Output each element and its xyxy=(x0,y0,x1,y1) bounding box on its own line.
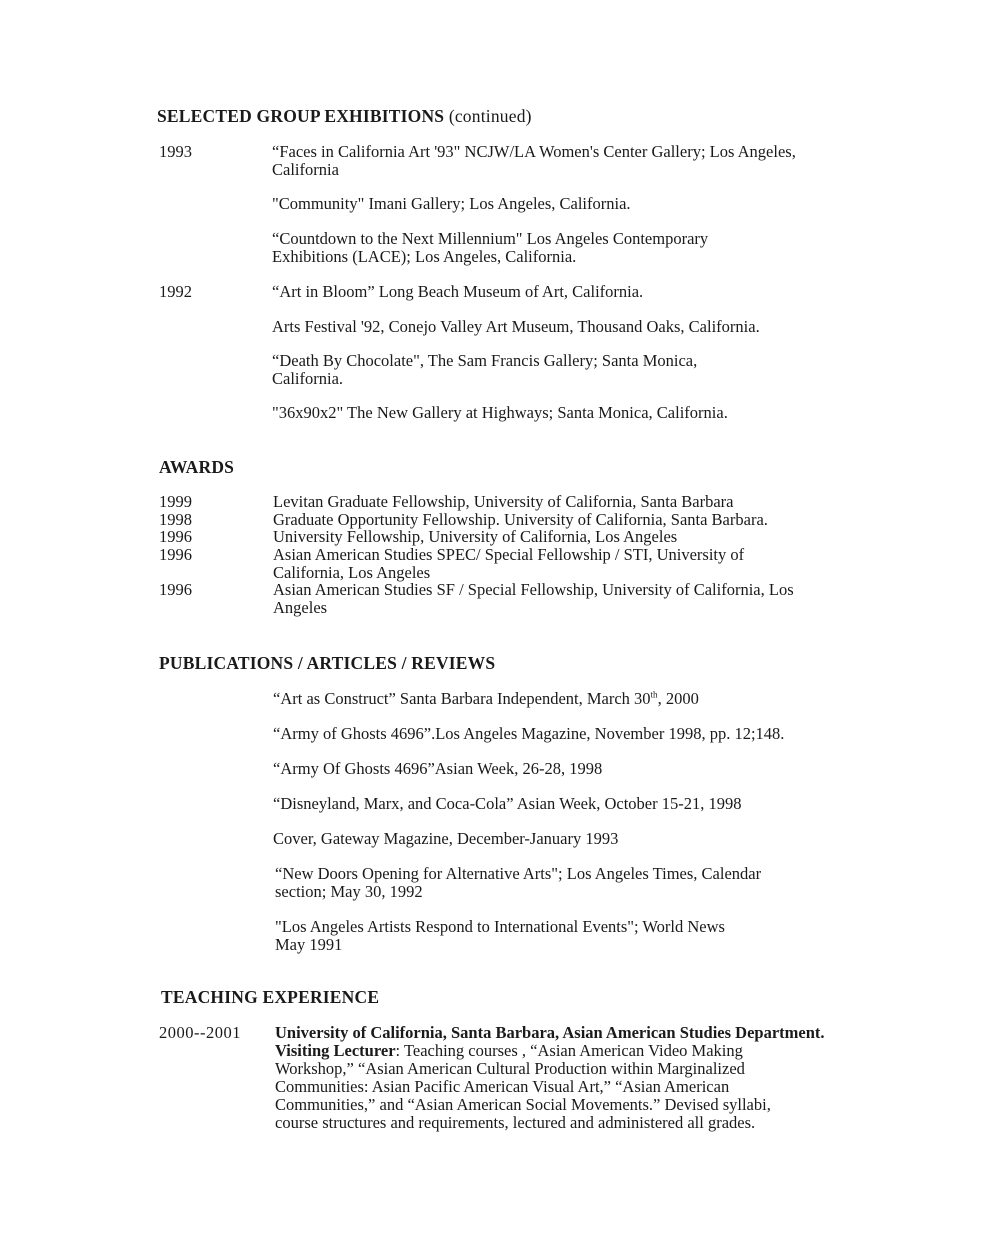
publication-entry: “Disneyland, Marx, and Coca-Cola” Asian Week, October 15-21, 1998 xyxy=(273,794,742,813)
publication-entry: “Army Of Ghosts 4696”Asian Week, 26-28, 1998 xyxy=(273,759,603,778)
year-label: 1992 xyxy=(159,282,192,301)
publication-line: "Los Angeles Artists Respond to International Events"; World News xyxy=(275,917,725,936)
award-line: Asian American Studies SF / Special Fellowship, University of California, Los xyxy=(273,580,794,599)
award-year: 1996 xyxy=(159,580,192,599)
exhibition-entry xyxy=(272,143,872,179)
ordinal-suffix: th xyxy=(650,689,658,700)
entry-line: California. xyxy=(272,369,344,388)
award-year: 1998 xyxy=(159,510,192,529)
teaching-entry xyxy=(275,1024,875,1132)
exhibition-entry: “Art in Bloom” Long Beach Museum of Art, California. xyxy=(272,282,644,301)
entry-line: Exhibitions (LACE); Los Angeles, California. xyxy=(272,247,577,266)
teaching-line: Workshop,” “Asian American Cultural Production within Marginalized xyxy=(275,1059,745,1078)
exhibition-entry: "36x90x2" The New Gallery at Highways; Santa Monica, California. xyxy=(272,403,728,422)
award-text: University Fellowship, University of California, Los Angeles xyxy=(273,527,678,546)
teaching-heading: TEACHING EXPERIENCE xyxy=(161,987,380,1007)
teaching-text: : Teaching courses , “Asian American Video Making xyxy=(395,1041,743,1060)
teaching-line: Communities: Asian Pacific American Visual Art,” “Asian American xyxy=(275,1077,730,1096)
award-year: 1996 xyxy=(159,545,192,564)
year-label: 1993 xyxy=(159,142,192,161)
heading-text: SELECTED GROUP EXHIBITIONS xyxy=(157,106,445,126)
teaching-line xyxy=(275,1042,875,1060)
awards-heading: AWARDS xyxy=(159,457,235,477)
award-line: Asian American Studies SPEC/ Special Fellowship / STI, University of xyxy=(273,545,745,564)
group-exhibitions-heading xyxy=(157,107,532,125)
teaching-line: Communities,” and “Asian American Social Movements.” Devised syllabi, xyxy=(275,1095,771,1114)
publication-line: section; May 30, 1992 xyxy=(275,882,423,901)
exhibition-entry xyxy=(272,352,872,388)
publication-text: , 2000 xyxy=(657,689,699,708)
exhibition-entry: Arts Festival '92, Conejo Valley Art Museum, Thousand Oaks, California. xyxy=(272,317,760,336)
publication-line: “New Doors Opening for Alternative Arts"; Los Angeles Times, Calendar xyxy=(275,864,762,883)
exhibition-entry: "Community" Imani Gallery; Los Angeles, California. xyxy=(272,194,631,213)
publication-entry: Cover, Gateway Magazine, December-January 1993 xyxy=(273,829,619,848)
award-text: Levitan Graduate Fellowship, University of California, Santa Barbara xyxy=(273,492,734,511)
award-year: 1996 xyxy=(159,527,192,546)
entry-line: “Countdown to the Next Millennium" Los Angeles Contemporary xyxy=(272,229,709,248)
publication-entry xyxy=(275,918,875,954)
publications-heading: PUBLICATIONS / ARTICLES / REVIEWS xyxy=(159,653,496,673)
publication-entry xyxy=(273,690,873,708)
publication-text: “Art as Construct” Santa Barbara Independent, March 30 xyxy=(273,689,651,708)
exhibition-entry xyxy=(272,230,872,266)
publication-entry: “Army of Ghosts 4696”.Los Angeles Magazine, November 1998, pp. 12;148. xyxy=(273,724,785,743)
teaching-line: course structures and requirements, lectured and administered all grades. xyxy=(275,1113,756,1132)
award-text xyxy=(273,546,853,582)
teaching-institution: University of California, Santa Barbara, Asian American Studies Department. xyxy=(275,1023,825,1042)
entry-line: California xyxy=(272,160,339,179)
heading-suffix: (continued) xyxy=(448,106,532,126)
award-year: 1999 xyxy=(159,492,192,511)
teaching-role: Visiting Lecturer xyxy=(275,1041,396,1060)
entry-line: “Death By Chocolate", The Sam Francis Gallery; Santa Monica, xyxy=(272,351,698,370)
award-line: California, Los Angeles xyxy=(273,563,431,582)
entry-line: “Faces in California Art '93" NCJW/LA Women's Center Gallery; Los Angeles, xyxy=(272,142,796,161)
publication-line: May 1991 xyxy=(275,935,343,954)
award-text: Graduate Opportunity Fellowship. University of California, Santa Barbara. xyxy=(273,510,768,529)
award-text xyxy=(273,581,853,617)
teaching-year: 2000--2001 xyxy=(159,1023,241,1042)
award-line: Angeles xyxy=(273,598,328,617)
publication-entry xyxy=(275,865,875,901)
